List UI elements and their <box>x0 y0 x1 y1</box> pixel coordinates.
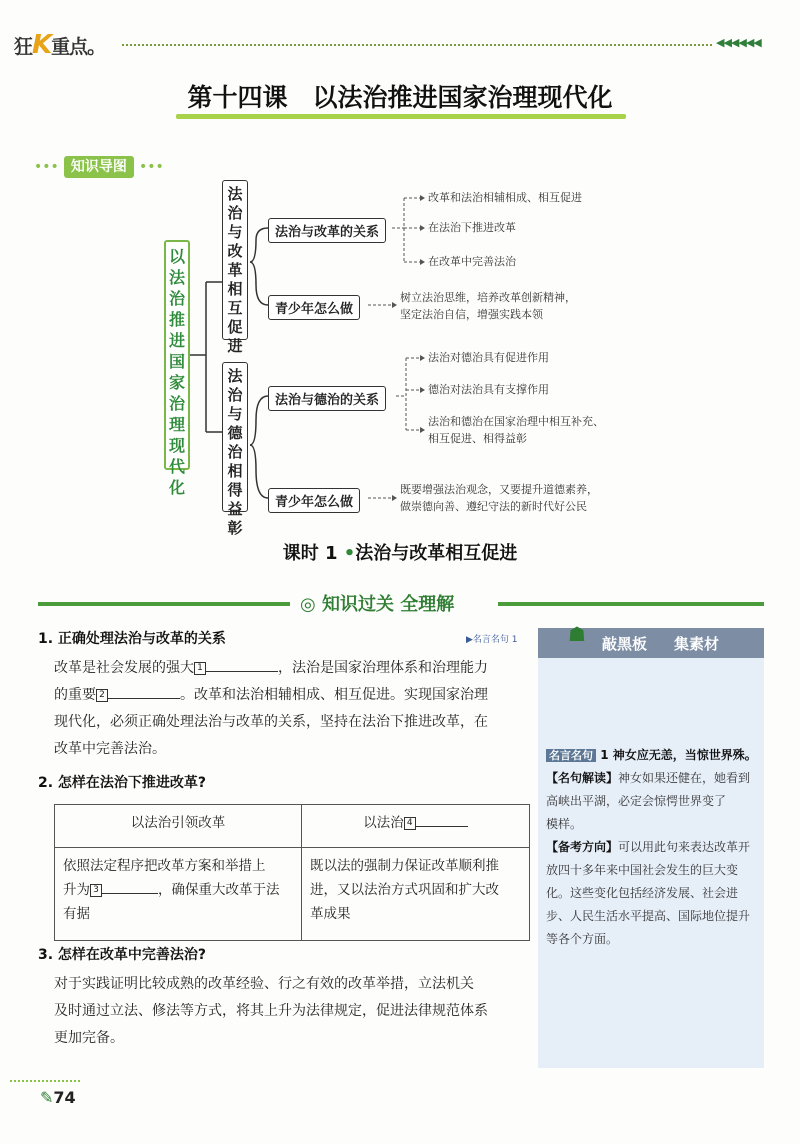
mindmap-node-morality-relation: 法治与德治的关系 <box>268 386 386 411</box>
mindmap-node-youth-1: 青少年怎么做 <box>268 295 360 320</box>
mindmap-branch-morality: 法治与德治相得益彰 <box>222 362 248 512</box>
sidebar-content: 名言名句 1 神女应无恙，当惊世界殊。 【名句解读】神女如果还健在，她看到 高峡出平湖，必定会惊愕世界变了 模样。 【备考方向】可以用此句来表达改革开 放四十多年来中国社会发生的巨大变 化。这些变化包括经济发展、社会进 步、人民生活水平提高、国际地位提升 等各个方面。 <box>546 748 757 946</box>
brand-logo: 狂K重点。 <box>14 30 106 60</box>
footer-dots <box>10 1080 80 1082</box>
mindmap-leaf: 树立法治思维，培养改革创新精神， 坚定法治自信，增强实践本领 <box>400 291 576 321</box>
section-bar-right <box>498 602 764 606</box>
mindmap-leaf: 德治对法治具有支撑作用 <box>428 383 549 396</box>
q3-body: 对于实践证明比较成熟的改革经验、行之有效的改革举措，立法机关 及时通过立法、修法等方式，将其上升为法律规定，促进法律规范体系 更加完备。 <box>54 976 488 1046</box>
fill-blank-1[interactable] <box>206 656 278 672</box>
mindmap-leaf: 法治和德治在国家治理中相互补充、 相互促进、相得益彰 <box>428 415 604 445</box>
page-number: ✎74 <box>40 1088 76 1107</box>
badge-dots-icon: ••• <box>138 159 164 175</box>
table-cell: 既以法的强制力保证改革顺利推 进，又以法治方式巩固和扩大改 革成果 <box>302 848 530 941</box>
mindmap-leaf: 改革和法治相辅相成、相互促进 <box>428 191 582 204</box>
mindmap-root: 以法治推进国家治理现代化 <box>164 240 190 470</box>
header-arrows: ◀◀◀◀◀◀ <box>716 36 761 49</box>
mindmap-leaf: 在改革中完善法治 <box>428 255 516 268</box>
mindmap-node-reform-relation: 法治与改革的关系 <box>268 218 386 243</box>
section-bar-left <box>38 602 290 606</box>
lesson-subtitle: 课时 1 •法治与改革相互促进 <box>282 543 518 564</box>
mindmap-node-youth-2: 青少年怎么做 <box>268 488 360 513</box>
table-header: 以法治 4 <box>302 805 530 848</box>
q2-heading: 2. 怎样在法治下推进改革? <box>38 775 207 791</box>
fill-blank-3[interactable] <box>102 878 158 894</box>
fill-blank-4[interactable] <box>416 811 468 827</box>
mindmap-badge: ••• 知识导图 ••• <box>34 156 164 176</box>
mindmap-connectors <box>0 0 800 540</box>
mindmap-leaf: 法治对德治具有促进作用 <box>428 351 549 364</box>
q2-table <box>54 804 530 941</box>
table-header: 以法治引领改革 <box>55 805 302 848</box>
mindmap-leaf: 既要增强法治观念，又要提升道德素养， 做崇德向善、遵纪守法的新时代好公民 <box>400 483 598 513</box>
badge-dots-icon: ••• <box>34 159 59 175</box>
pen-icon: ✎ <box>40 1088 54 1107</box>
q1-body: 改革是社会发展的强大 1 ，法治是国家治理体系和治理能力 的重要 2 。改革和法治相辅相成、相互促进。实现国家治理 现代化，必须正确处理法治与改革的关系，坚持在法治下推进改革，在 改革中完善法治。 <box>54 655 534 763</box>
mindmap-branch-reform: 法治与改革相互促进 <box>222 180 248 340</box>
sidebar-header: ☗ 敲黑板 集素材 <box>538 628 764 658</box>
teacher-icon: ☗ <box>568 622 586 646</box>
section-bar-title: ◎ 知识过关 全理解 <box>300 594 455 615</box>
q1-heading: 1. 正确处理法治与改革的关系 <box>38 631 226 647</box>
spiral-icon: ◎ <box>300 594 316 615</box>
quote-reference: ▶名言名句 1 <box>466 635 518 645</box>
mindmap-leaf: 在法治下推进改革 <box>428 221 516 234</box>
fill-blank-2[interactable] <box>108 683 180 699</box>
lesson-title: 第十四课 以法治推进国家治理现代化 <box>187 83 613 112</box>
q3-heading: 3. 怎样在改革中完善法治? <box>38 947 207 963</box>
table-cell: 依照法定程序把改革方案和举措上 升为 3 ，确保重大改革于法 有据 <box>55 848 302 941</box>
